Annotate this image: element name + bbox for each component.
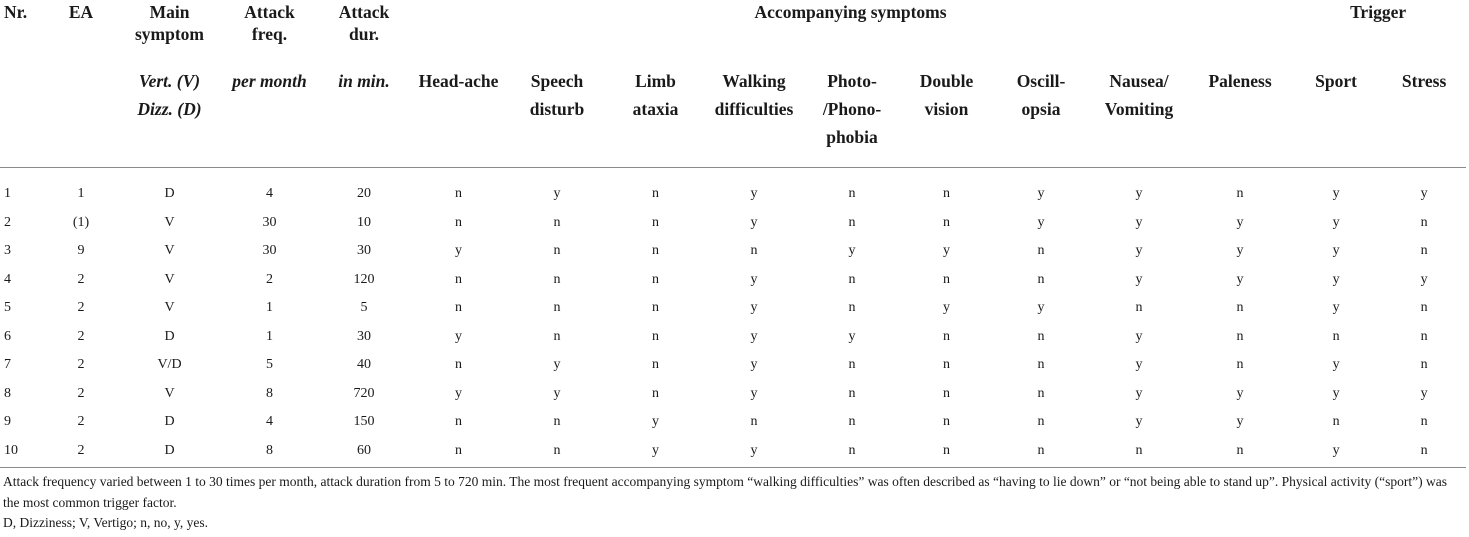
table-row <box>0 294 1466 323</box>
table-cell: y <box>455 328 462 344</box>
table-cell: 4 <box>266 414 273 429</box>
subheader-double: Double vision <box>899 61 994 168</box>
subheader-attack-dur: in min. <box>317 61 411 168</box>
table-cell: 20 <box>357 186 371 201</box>
table-cell: 1 <box>266 300 273 315</box>
table-cell: n <box>1420 214 1428 230</box>
table-cell: n <box>1037 414 1045 429</box>
table-cell: y <box>1236 243 1244 258</box>
table-cell: 30 <box>357 328 371 344</box>
table-cell: y <box>1290 437 1382 468</box>
table-cell: n <box>1236 328 1244 344</box>
table-cell: 1 <box>77 186 85 201</box>
table-cell: y <box>750 328 758 344</box>
table-cell: 7 <box>4 357 11 372</box>
table-cell: n <box>1332 414 1340 429</box>
table-body <box>0 180 1466 467</box>
table-cell: y <box>1420 271 1428 287</box>
table-cell: n <box>1037 271 1045 287</box>
table-cell: n <box>943 357 950 372</box>
table-cell: V/D <box>157 357 182 372</box>
table-cell: n <box>899 437 994 468</box>
table-cell: y <box>750 385 758 401</box>
table-cell: n <box>1190 437 1290 468</box>
table-cell: 30 <box>357 243 371 258</box>
table-cell: n <box>411 437 506 468</box>
table-cell: y <box>553 357 561 372</box>
table-cell: y <box>1037 214 1045 230</box>
table-cell: n <box>1236 186 1244 201</box>
table-cell: y <box>1332 300 1340 315</box>
footnote-text: Attack frequency varied between 1 to 30 times per month, attack duration from 5 to 720 min. The most frequent accompanying symptom “walking difficulties” was often described as “having to lie down” or “not being able to stand up”. Physical activity (“sport”) was the most common trigger factor. <box>3 474 1447 510</box>
table-cell: n <box>943 414 950 429</box>
table-cell: y <box>943 243 950 258</box>
footnote-abbreviations: D, Dizziness; V, Vertigo; n, no, y, yes. <box>3 515 208 530</box>
table-cell: n <box>652 328 659 344</box>
table-cell: 2 <box>77 357 85 372</box>
table-cell: n <box>1037 243 1045 258</box>
table-cell: y <box>1037 186 1045 201</box>
table-cell: y <box>1135 414 1143 429</box>
subheader-limb: Limb ataxia <box>608 61 703 168</box>
table-cell: 5 <box>266 357 273 372</box>
table-cell: n <box>652 271 659 287</box>
table-cell: n <box>652 385 659 401</box>
subheader-nausea: Nausea/ Vomiting <box>1088 61 1190 168</box>
table-cell: n <box>1420 357 1428 372</box>
subheader-speech: Speech disturb <box>506 61 608 168</box>
table-cell: 5 <box>4 300 11 315</box>
table-cell: 40 <box>357 357 371 372</box>
table-cell: y <box>1236 414 1244 429</box>
table-cell: 2 <box>4 214 11 230</box>
table-cell: n <box>848 186 856 201</box>
table-cell: n <box>848 271 856 287</box>
table-cell: n <box>455 271 462 287</box>
table-cell: n <box>1420 414 1428 429</box>
table-cell: n <box>1420 300 1428 315</box>
table-cell: D <box>164 414 175 429</box>
table-cell: y <box>455 243 462 258</box>
table-cell: n <box>943 328 950 344</box>
table-cell: y <box>1420 385 1428 401</box>
table-cell: y <box>1135 328 1143 344</box>
table-cell: y <box>1135 357 1143 372</box>
table-cell: 2 <box>77 414 85 429</box>
table-cell: y <box>1037 300 1045 315</box>
table-cell: 720 <box>353 385 375 401</box>
table-cell: y <box>1135 385 1143 401</box>
table-cell: n <box>1420 328 1428 344</box>
col-header-attack-freq: Attack freq. <box>244 2 295 44</box>
table-cell: n <box>994 437 1088 468</box>
table-cell: n <box>553 414 561 429</box>
table-cell: n <box>848 357 856 372</box>
col-header-nr: Nr. <box>4 2 28 22</box>
subheader-walking: Walking difficulties <box>703 61 805 168</box>
table-row <box>0 351 1466 380</box>
table-cell: 10 <box>0 437 45 468</box>
table-cell: n <box>848 300 856 315</box>
table-cell: n <box>1382 437 1466 468</box>
table-cell: 30 <box>262 243 277 258</box>
table-cell: 2 <box>45 437 117 468</box>
table-cell: D <box>117 437 222 468</box>
table-cell: n <box>652 300 659 315</box>
table-footnote <box>3 472 1465 534</box>
table-cell: 30 <box>262 214 277 230</box>
col-header-trigger: Trigger <box>1350 2 1407 22</box>
table-cell: y <box>1135 271 1143 287</box>
table-cell: y <box>553 186 561 201</box>
table-cell: y <box>750 271 758 287</box>
table-cell: 2 <box>77 300 85 315</box>
table-cell: n <box>1037 328 1045 344</box>
table-cell: n <box>455 357 462 372</box>
table-cell: n <box>1236 357 1244 372</box>
table-cell: y <box>750 186 758 201</box>
table-cell: 9 <box>4 414 11 429</box>
table-cell: n <box>943 385 950 401</box>
table-cell: n <box>943 186 950 201</box>
table-cell: n <box>848 414 856 429</box>
table-row <box>0 209 1466 238</box>
table-cell: n <box>652 214 659 230</box>
table-cell: n <box>652 243 659 258</box>
table-row <box>0 380 1466 409</box>
table-cell: n <box>553 328 561 344</box>
table-cell: 150 <box>353 414 375 429</box>
table-cell: y <box>1236 214 1244 230</box>
col-header-accompanying: Accompanying symptoms <box>754 2 947 22</box>
table-cell: n <box>1236 300 1244 315</box>
table-row <box>0 180 1466 209</box>
subheader-sport: Sport <box>1290 61 1382 168</box>
table-cell: V <box>164 271 175 287</box>
table-cell: y <box>848 243 856 258</box>
table-cell: 1 <box>266 328 273 344</box>
table-cell: V <box>164 385 175 401</box>
table-cell: n <box>553 243 561 258</box>
table-cell: n <box>652 357 659 372</box>
header-row <box>0 0 1466 61</box>
table-cell: n <box>848 214 856 230</box>
table-cell: y <box>750 300 758 315</box>
table-cell: y <box>1135 243 1143 258</box>
table-cell: n <box>455 214 462 230</box>
table-cell: y <box>553 385 561 401</box>
table-cell: 10 <box>357 214 371 230</box>
table-cell: y <box>750 357 758 372</box>
table-cell: 60 <box>317 437 411 468</box>
table-cell: 3 <box>4 243 11 258</box>
table-cell: 8 <box>222 437 317 468</box>
table-cell: n <box>1037 357 1045 372</box>
table-cell: D <box>164 328 175 344</box>
table-cell: y <box>1332 186 1340 201</box>
table-cell: n <box>455 414 462 429</box>
table-cell: 2 <box>77 271 85 287</box>
table-cell: 5 <box>360 300 368 315</box>
table-cell: y <box>1135 186 1143 201</box>
table-cell: y <box>943 300 950 315</box>
table-row <box>0 408 1466 437</box>
table-cell: 2 <box>266 271 273 287</box>
table-cell: y <box>1332 214 1340 230</box>
table-cell: 2 <box>77 328 85 344</box>
subheader-stress: Stress <box>1382 61 1466 168</box>
subheader-attack-freq: per month <box>222 61 317 168</box>
table-cell: y <box>1332 271 1340 287</box>
table-cell: 9 <box>77 243 85 258</box>
table-cell: 8 <box>266 385 273 401</box>
table-cell: n <box>553 300 561 315</box>
table-cell: V <box>164 243 175 258</box>
table-row <box>0 437 1466 468</box>
table-row <box>0 237 1466 266</box>
table-cell: (1) <box>72 214 90 230</box>
table-cell: y <box>703 437 805 468</box>
table-cell: 2 <box>77 385 85 401</box>
table-cell: n <box>506 437 608 468</box>
table-cell: n <box>750 243 758 258</box>
table-cell: 120 <box>353 271 375 287</box>
table-cell: n <box>455 186 462 201</box>
table-cell: V <box>164 214 175 230</box>
table-cell: 4 <box>266 186 273 201</box>
table-cell: n <box>455 300 462 315</box>
table-cell: n <box>553 271 561 287</box>
table-cell: n <box>943 214 950 230</box>
table-cell: 4 <box>4 271 11 287</box>
table-cell: n <box>848 385 856 401</box>
table-cell: y <box>1332 385 1340 401</box>
table-cell: 1 <box>4 186 11 201</box>
table-cell: V <box>164 300 175 315</box>
table-cell: y <box>1135 214 1143 230</box>
table-cell: n <box>805 437 899 468</box>
table-cell: n <box>1088 437 1190 468</box>
table-cell: y <box>1420 186 1428 201</box>
table-cell: n <box>652 186 659 201</box>
subheader-paleness: Paleness <box>1190 61 1290 168</box>
table-cell: n <box>1420 243 1428 258</box>
subheader-oscill: Oscill- opsia <box>994 61 1088 168</box>
table-cell: n <box>553 214 561 230</box>
col-header-ea: EA <box>68 2 94 22</box>
table-cell: n <box>943 271 950 287</box>
subheader-main-symptom: Vert. (V) Dizz. (D) <box>117 61 222 168</box>
table-cell: n <box>1037 385 1045 401</box>
table-cell: 8 <box>4 385 11 401</box>
table-cell: y <box>608 437 703 468</box>
table-cell: y <box>1236 385 1244 401</box>
table-cell: D <box>164 186 175 201</box>
table-cell: n <box>1135 300 1143 315</box>
subheader-photo: Photo- /Phono- phobia <box>805 61 899 168</box>
subheader-headache: Head-ache <box>411 61 506 168</box>
table-cell: y <box>1332 357 1340 372</box>
table-cell: y <box>1236 271 1244 287</box>
col-header-attack-dur: Attack dur. <box>338 2 390 44</box>
col-header-main-symptom: Main symptom <box>134 2 205 44</box>
table-cell: 6 <box>4 328 11 344</box>
table-cell: y <box>1332 243 1340 258</box>
table-cell: y <box>750 214 758 230</box>
table-cell: n <box>750 414 758 429</box>
table-row <box>0 266 1466 295</box>
table-cell: y <box>652 414 659 429</box>
table-row <box>0 323 1466 352</box>
table-cell: y <box>848 328 856 344</box>
table-cell: n <box>1332 328 1340 344</box>
table-cell: y <box>455 385 462 401</box>
subheader-row <box>0 61 1466 168</box>
